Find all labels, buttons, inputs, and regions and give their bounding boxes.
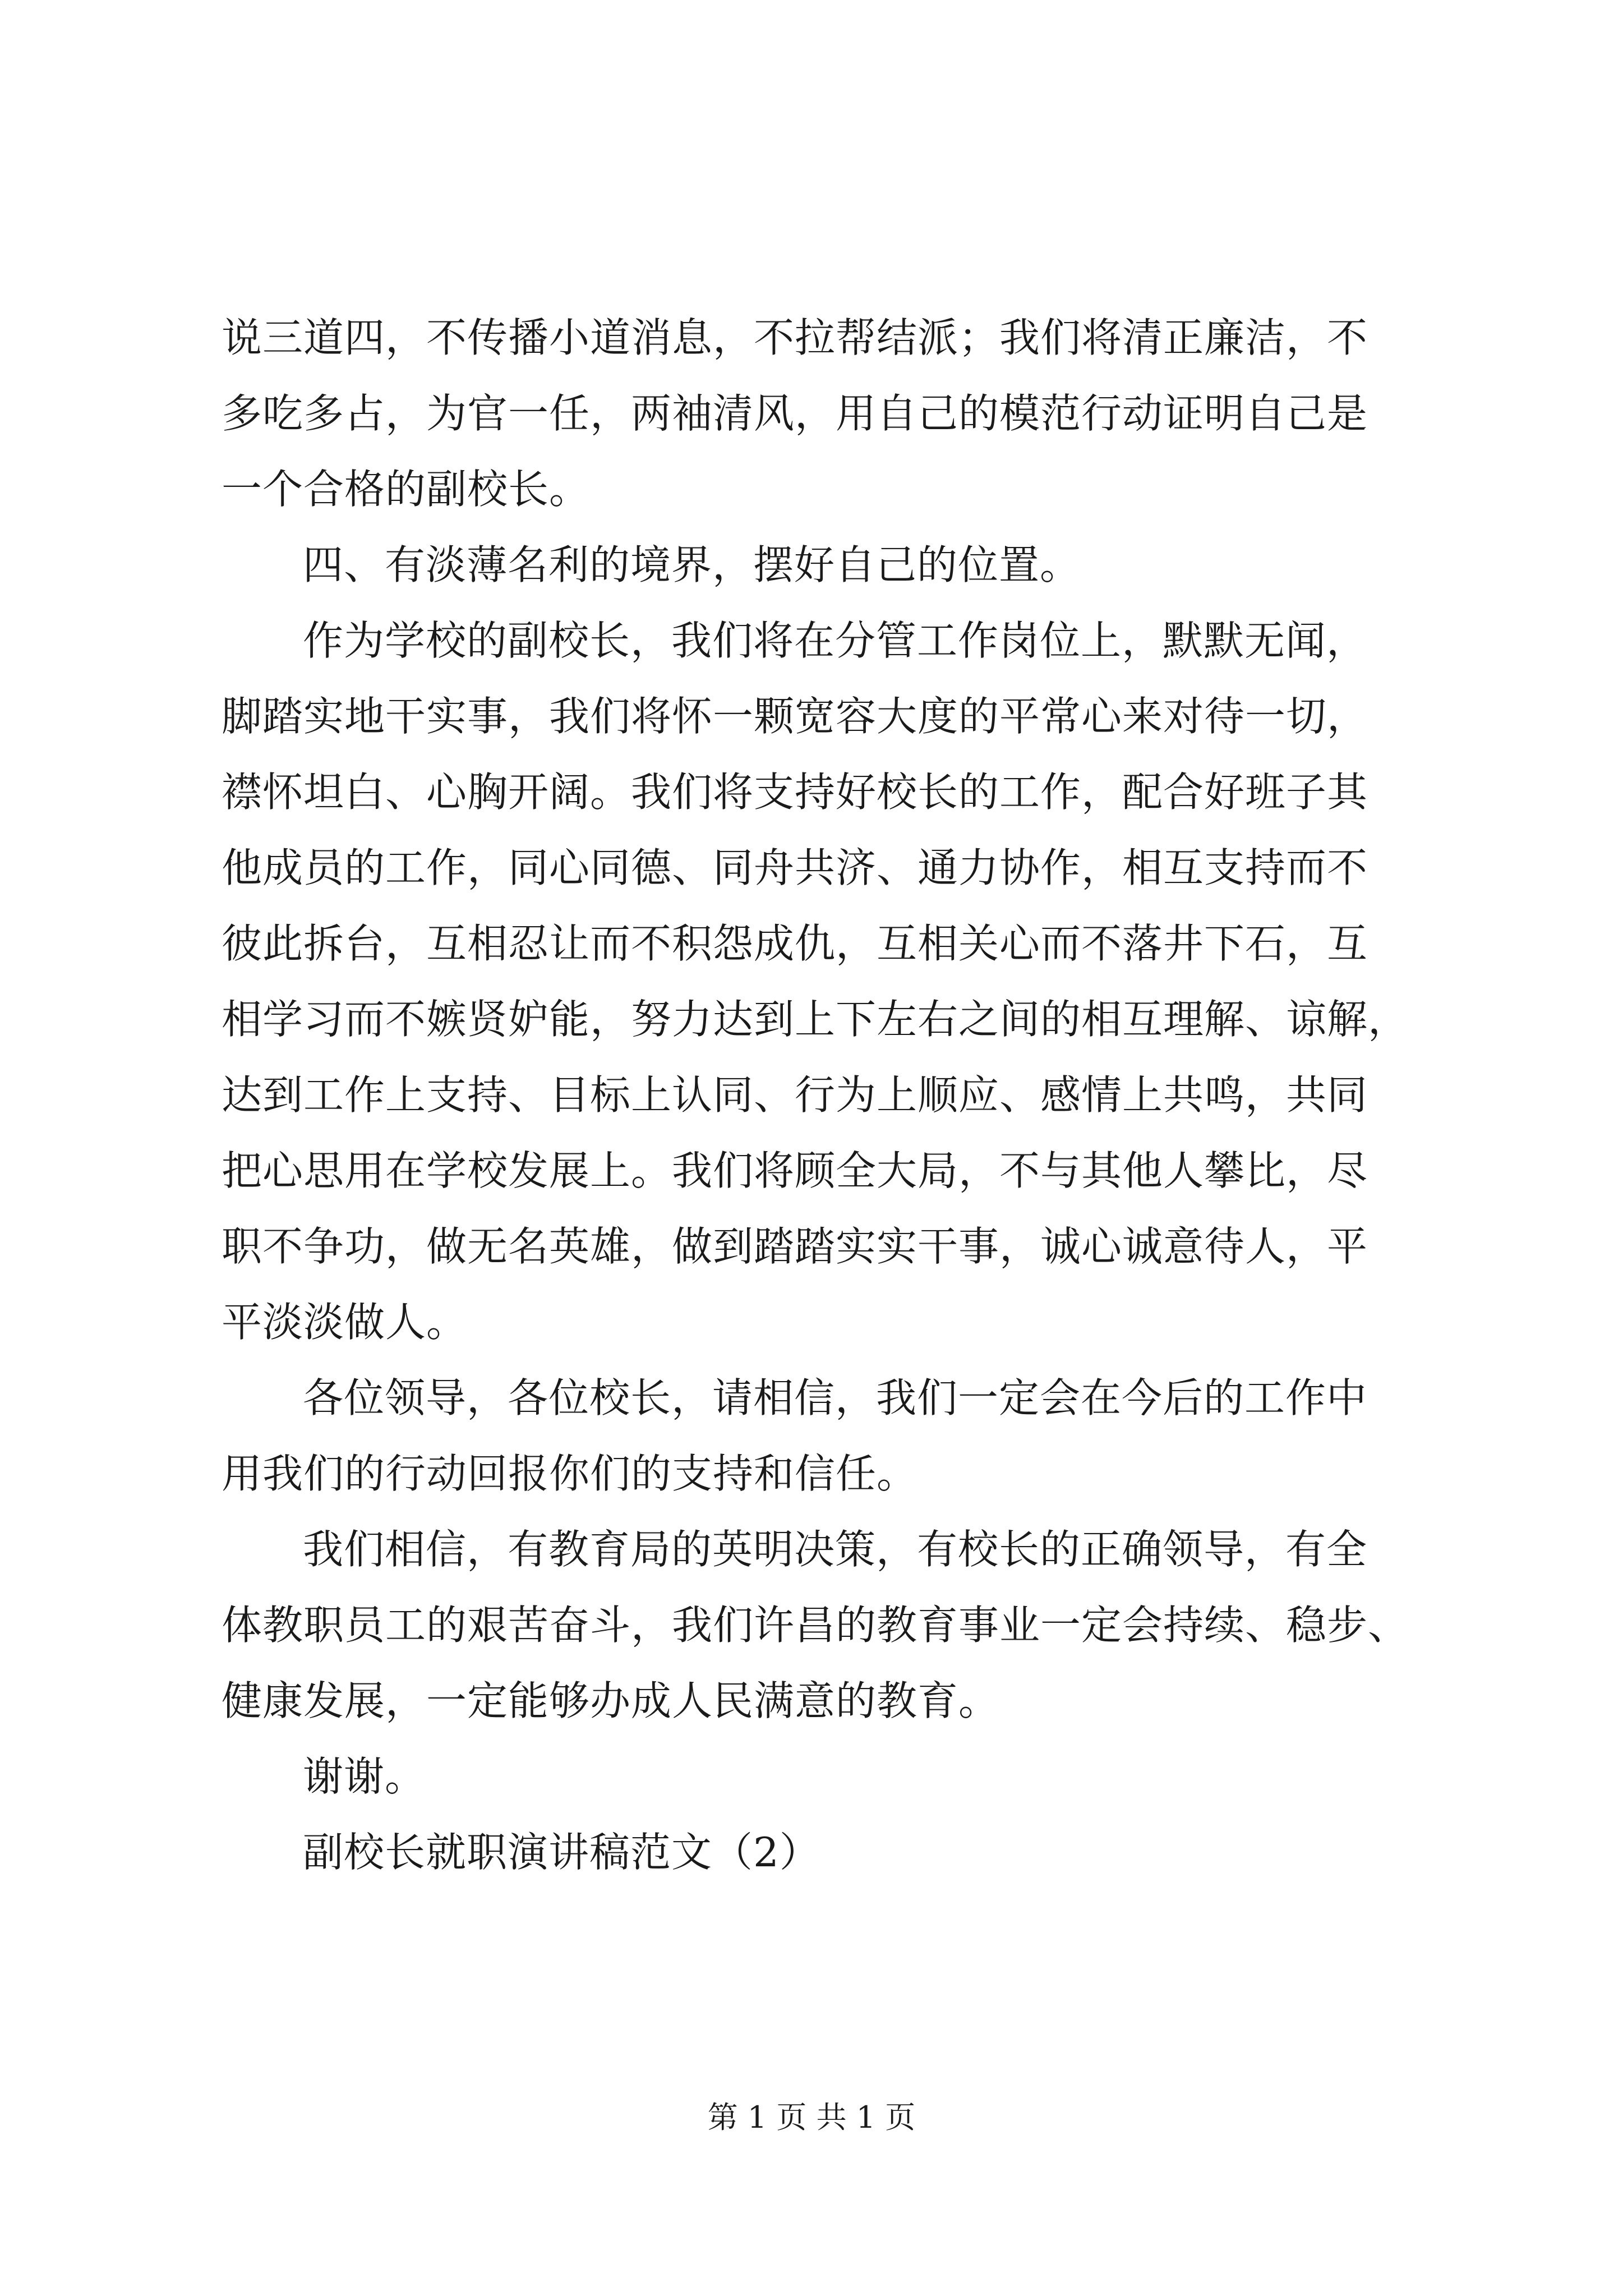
paragraph-line: 职不争功，做无名英雄，做到踏踏实实干事，诚心诚意待人，平 [222,1223,1368,1270]
paragraph-line: 彼此拆台，互相忍让而不积怨成仇，互相关心而不落井下石，互 [222,920,1368,967]
paragraph-line: 相学习而不嫉贤妒能，努力达到上下左右之间的相互理解、谅解， [222,996,1409,1043]
paragraph-line: 一个合格的副校长。 [222,466,591,513]
page-footer: 第 1 页 共 1 页 [707,2100,916,2135]
section-heading: 四、有淡薄名利的境界，摆好自己的位置。 [303,541,1081,588]
paragraph-line: 平淡淡做人。 [222,1299,468,1346]
paragraph-line: 健康发展，一定能够办成人民满意的教育。 [222,1677,1000,1724]
paragraph-line: 他成员的工作，同心同德、同舟共济、通力协作，相互支持而不 [222,844,1368,891]
paragraph-line: 用我们的行动回报你们的支持和信任。 [222,1450,918,1497]
paragraph-line: 作为学校的副校长，我们将在分管工作岗位上，默默无闻， [303,617,1368,664]
paragraph-line: 各位领导，各位校长，请相信，我们一定会在今后的工作中 [303,1374,1368,1421]
paragraph-line: 脚踏实地干实事，我们将怀一颗宽容大度的平常心来对待一切， [222,693,1368,740]
paragraph-line: 达到工作上支持、目标上认同、行为上顺应、感情上共鸣，共同 [222,1071,1368,1119]
paragraph-line: 多吃多占，为官一任，两袖清风，用自己的模范行动证明自己是 [222,390,1368,437]
closing-line: 谢谢。 [303,1753,426,1800]
paragraph-line: 把心思用在学校发展上。我们将顾全大局，不与其他人攀比，尽 [222,1147,1368,1194]
next-title: 副校长就职演讲稿范文（2） [303,1829,820,1876]
paragraph-line: 襟怀坦白、心胸开阔。我们将支持好校长的工作，配合好班子其 [222,769,1368,816]
paragraph-line: 我们相信，有教育局的英明决策，有校长的正确领导，有全 [303,1526,1368,1573]
paragraph-line: 体教职员工的艰苦奋斗，我们许昌的教育事业一定会持续、稳步、 [222,1602,1409,1649]
paragraph-line: 说三道四，不传播小道消息，不拉帮结派；我们将清正廉洁，不 [222,314,1368,361]
